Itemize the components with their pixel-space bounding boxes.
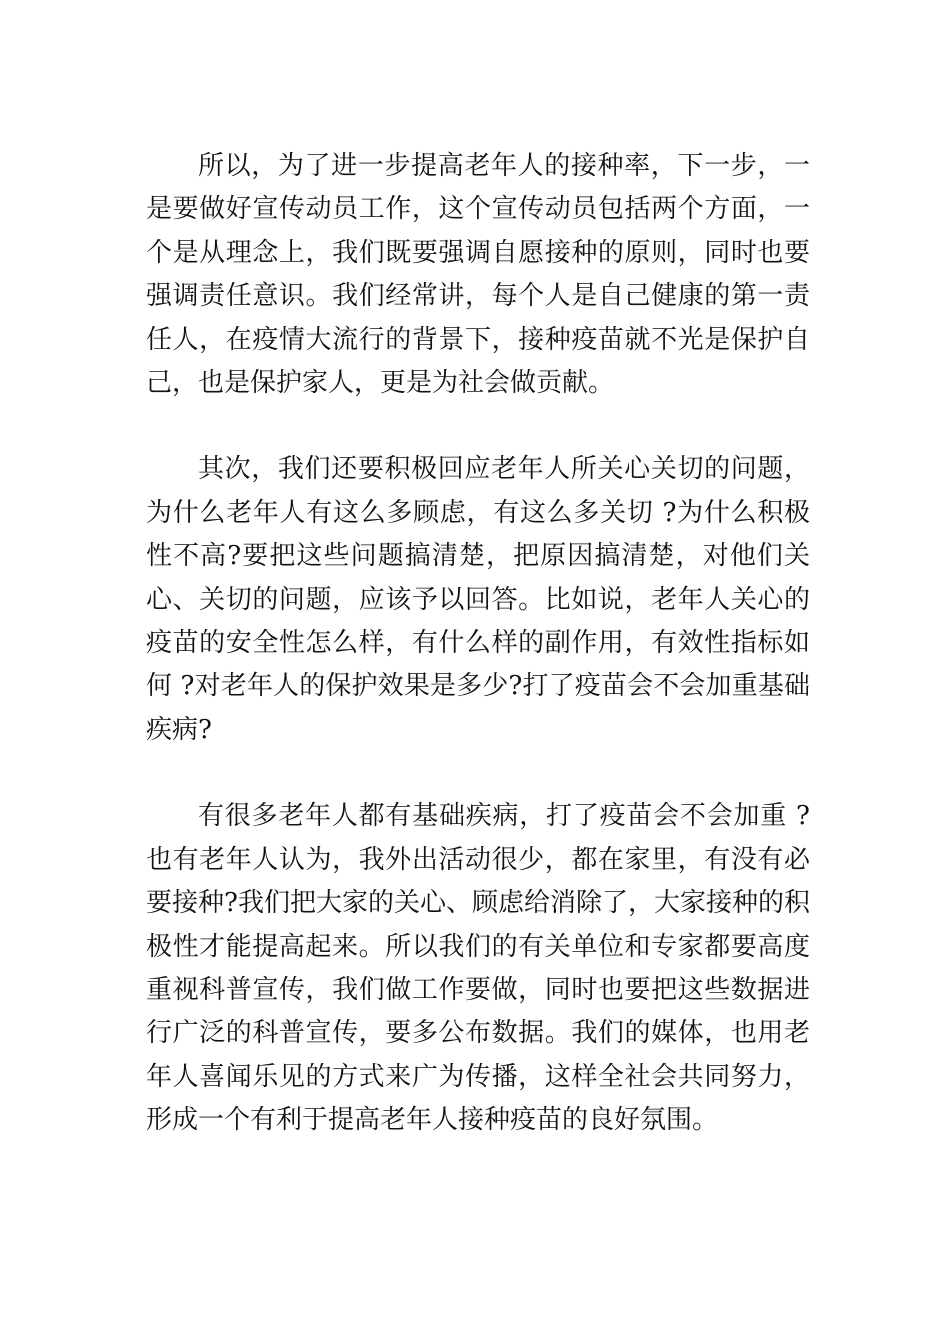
- paragraph-1: 所以，为了进一步提高老年人的接种率，下一步，一是要做好宣传动员工作，这个宣传动员包括两个方面，一个是从理念上，我们既要强调自愿接种的原则，同时也要强调责任意识。我们经常讲，每个人是自己健康的第一责任人，在疫情大流行的背景下，接种疫苗就不光是保护自己，也是保护家人，更是为社会做贡献。: [146, 151, 810, 399]
- document-page: [146, 145, 810, 1143]
- paragraph-2: 其次，我们还要积极回应老年人所关心关切的问题，为什么老年人有这么多顾虑，有这么多关切 ?为什么积极性不高?要把这些问题搞清楚，把原因搞清楚，对他们关心、关切的问题，应该予以回答。比如说，老年人关心的疫苗的安全性怎么样，有什么样的副作用，有效性指标如何 ?对老年人的保护效果是多少?打了疫苗会不会加重基础疾病?: [146, 454, 810, 745]
- paragraph-3: 有很多老年人都有基础疾病，打了疫苗会不会加重 ?也有老年人认为，我外出活动很少，都在家里，有没有必要接种?我们把大家的关心、顾虑给消除了，大家接种的积极性才能提高起来。所以我们的有关单位和专家都要高度重视科普宣传，我们做工作要做，同时也要把这些数据进行广泛的科普宣传，要多公布数据。我们的媒体，也用老年人喜闻乐见的方式来广为传播，这样全社会共同努力，形成一个有利于提高老年人接种疫苗的良好氛围。: [146, 801, 810, 1136]
